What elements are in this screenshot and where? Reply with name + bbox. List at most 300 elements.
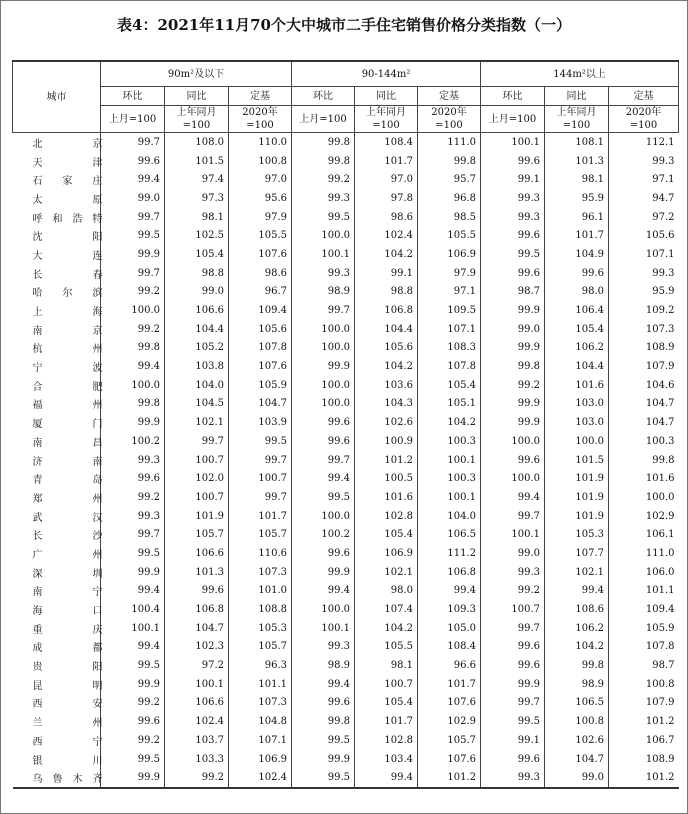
index-value: 99.9 <box>292 563 355 582</box>
index-value: 98.9 <box>545 675 609 694</box>
index-value: 99.3 <box>609 152 679 171</box>
index-value: 98.8 <box>355 283 418 302</box>
index-value: 99.7 <box>481 694 545 713</box>
index-value: 107.3 <box>229 694 292 713</box>
index-value: 106.8 <box>418 563 481 582</box>
index-value: 106.5 <box>545 694 609 713</box>
index-value: 98.6 <box>355 208 418 227</box>
index-value: 94.7 <box>609 189 679 208</box>
index-value: 97.9 <box>418 264 481 283</box>
base-header-mom: 上月=100 <box>101 106 165 133</box>
index-value: 99.2 <box>165 768 229 788</box>
table-row <box>13 170 679 189</box>
index-value: 104.4 <box>545 357 609 376</box>
city-name: 上 海 <box>32 307 103 319</box>
index-value: 107.8 <box>418 357 481 376</box>
index-value: 101.7 <box>418 675 481 694</box>
index-value: 99.9 <box>481 301 545 320</box>
city-name: 郑 州 <box>32 493 103 505</box>
table-row <box>13 750 679 769</box>
city-name: 北 京 <box>32 138 103 150</box>
index-value: 99.5 <box>481 712 545 731</box>
index-value: 99.8 <box>292 712 355 731</box>
index-value: 102.1 <box>545 563 609 582</box>
city-name: 南 宁 <box>32 587 103 599</box>
table-row <box>13 133 679 152</box>
table-row <box>13 413 679 432</box>
index-value: 98.1 <box>165 208 229 227</box>
base-header-fixed-base: 2020年 =100 <box>418 106 481 133</box>
city-name: 贵 阳 <box>32 662 103 674</box>
index-value: 103.8 <box>165 357 229 376</box>
index-value: 106.0 <box>609 563 679 582</box>
index-value: 99.8 <box>545 656 609 675</box>
index-value: 108.9 <box>609 750 679 769</box>
index-value: 99.4 <box>101 582 165 601</box>
index-value: 109.5 <box>418 301 481 320</box>
index-value: 99.9 <box>101 245 165 264</box>
index-value: 106.5 <box>418 525 481 544</box>
index-value: 100.0 <box>292 395 355 414</box>
table-row <box>13 189 679 208</box>
index-value: 99.6 <box>545 264 609 283</box>
index-value: 103.3 <box>165 750 229 769</box>
index-value: 99.9 <box>101 675 165 694</box>
index-value: 99.3 <box>101 507 165 526</box>
index-value: 99.6 <box>101 152 165 171</box>
index-value: 100.7 <box>165 488 229 507</box>
sub-header-mom: 环比 <box>292 87 355 106</box>
city-name: 济 南 <box>32 456 103 468</box>
index-value: 101.1 <box>229 675 292 694</box>
table-row <box>13 245 679 264</box>
index-value: 96.8 <box>418 189 481 208</box>
index-value: 106.7 <box>609 731 679 750</box>
index-value: 99.7 <box>292 451 355 470</box>
index-value: 99.5 <box>101 750 165 769</box>
index-value: 99.7 <box>229 488 292 507</box>
index-value: 100.1 <box>418 488 481 507</box>
index-value: 102.4 <box>229 768 292 788</box>
index-value: 103.9 <box>229 413 292 432</box>
index-value: 105.7 <box>229 638 292 657</box>
index-value: 99.9 <box>481 413 545 432</box>
price-index-table <box>12 60 679 789</box>
index-value: 104.0 <box>165 376 229 395</box>
index-value: 98.0 <box>545 283 609 302</box>
index-value: 99.7 <box>101 525 165 544</box>
sub-header-mom: 环比 <box>481 87 545 106</box>
table-row <box>13 712 679 731</box>
index-value: 99.8 <box>609 451 679 470</box>
index-value: 101.9 <box>545 488 609 507</box>
index-value: 99.5 <box>229 432 292 451</box>
index-value: 99.4 <box>101 357 165 376</box>
index-value: 100.3 <box>418 469 481 488</box>
index-value: 101.2 <box>355 451 418 470</box>
index-value: 101.3 <box>165 563 229 582</box>
index-value: 99.6 <box>481 264 545 283</box>
index-value: 100.8 <box>609 675 679 694</box>
index-value: 107.6 <box>229 357 292 376</box>
index-value: 110.6 <box>229 544 292 563</box>
index-value: 98.5 <box>418 208 481 227</box>
index-value: 99.6 <box>481 638 545 657</box>
index-value: 99.2 <box>101 488 165 507</box>
index-value: 104.5 <box>165 395 229 414</box>
index-value: 106.6 <box>165 301 229 320</box>
index-value: 111.2 <box>418 544 481 563</box>
table-row <box>13 582 679 601</box>
city-name: 宁 波 <box>32 363 103 375</box>
index-value: 101.7 <box>229 507 292 526</box>
city-name: 西 宁 <box>32 736 103 748</box>
index-value: 100.0 <box>101 376 165 395</box>
index-value: 99.9 <box>481 675 545 694</box>
index-value: 98.7 <box>609 656 679 675</box>
index-value: 107.6 <box>418 750 481 769</box>
index-value: 104.8 <box>229 712 292 731</box>
index-value: 99.3 <box>292 264 355 283</box>
index-value: 100.2 <box>101 432 165 451</box>
index-value: 103.0 <box>545 395 609 414</box>
index-value: 105.4 <box>165 245 229 264</box>
index-value: 99.6 <box>101 469 165 488</box>
index-value: 105.9 <box>229 376 292 395</box>
index-value: 100.3 <box>418 432 481 451</box>
index-value: 99.4 <box>101 170 165 189</box>
index-value: 100.2 <box>292 525 355 544</box>
table-row <box>13 283 679 302</box>
index-value: 103.4 <box>355 750 418 769</box>
index-value: 97.1 <box>418 283 481 302</box>
index-value: 101.7 <box>355 712 418 731</box>
index-value: 100.8 <box>229 152 292 171</box>
table-row <box>13 488 679 507</box>
index-value: 99.2 <box>481 376 545 395</box>
index-value: 102.3 <box>165 638 229 657</box>
base-header-mom: 上月=100 <box>481 106 545 133</box>
index-value: 99.7 <box>481 507 545 526</box>
index-value: 107.1 <box>609 245 679 264</box>
index-value: 100.0 <box>292 320 355 339</box>
city-name: 呼和浩特 <box>32 213 103 225</box>
table-row <box>13 357 679 376</box>
index-value: 100.0 <box>292 376 355 395</box>
base-header-yoy: 上年同月 =100 <box>355 106 418 133</box>
city-name: 海 口 <box>32 606 103 618</box>
index-value: 100.4 <box>101 600 165 619</box>
index-value: 107.8 <box>229 339 292 358</box>
city-name: 武 汉 <box>32 512 103 524</box>
index-value: 101.5 <box>545 451 609 470</box>
index-value: 99.4 <box>292 469 355 488</box>
index-value: 99.0 <box>545 768 609 788</box>
index-value: 99.0 <box>481 544 545 563</box>
table-row <box>13 731 679 750</box>
index-value: 111.0 <box>418 133 481 152</box>
table-row <box>13 563 679 582</box>
city-name: 成 都 <box>32 643 103 655</box>
index-value: 99.5 <box>292 731 355 750</box>
group-header-medium: 90-144m² <box>292 61 481 87</box>
index-value: 105.7 <box>229 525 292 544</box>
city-name: 南 昌 <box>32 437 103 449</box>
index-value: 102.1 <box>165 413 229 432</box>
index-value: 104.7 <box>609 413 679 432</box>
index-value: 100.0 <box>609 488 679 507</box>
index-value: 111.0 <box>609 544 679 563</box>
table-row <box>13 675 679 694</box>
index-value: 105.6 <box>355 339 418 358</box>
table-row <box>13 768 679 788</box>
table-row <box>13 451 679 470</box>
city-name: 兰 州 <box>32 718 103 730</box>
index-value: 104.4 <box>165 320 229 339</box>
table-row <box>13 619 679 638</box>
city-name: 长 春 <box>32 269 103 281</box>
index-value: 95.7 <box>418 170 481 189</box>
index-value: 100.0 <box>292 226 355 245</box>
index-value: 100.1 <box>481 525 545 544</box>
city-name: 长 沙 <box>32 531 103 543</box>
index-value: 107.7 <box>545 544 609 563</box>
city-name: 乌鲁木齐 <box>13 768 101 788</box>
city-name: 青 岛 <box>32 475 103 487</box>
index-value: 102.8 <box>355 731 418 750</box>
index-value: 99.3 <box>481 563 545 582</box>
index-value: 99.4 <box>101 638 165 657</box>
index-value: 103.0 <box>545 413 609 432</box>
index-value: 99.1 <box>481 170 545 189</box>
index-value: 102.1 <box>355 563 418 582</box>
index-value: 98.1 <box>545 170 609 189</box>
index-value: 100.0 <box>292 600 355 619</box>
index-value: 106.2 <box>545 339 609 358</box>
sub-header-yoy: 同比 <box>545 87 609 106</box>
base-header-row <box>13 106 679 133</box>
index-value: 104.2 <box>418 413 481 432</box>
index-value: 107.6 <box>229 245 292 264</box>
index-value: 99.2 <box>481 582 545 601</box>
city-name: 合 肥 <box>32 381 103 393</box>
table-row <box>13 656 679 675</box>
index-value: 99.5 <box>101 656 165 675</box>
index-value: 98.9 <box>292 656 355 675</box>
table-body <box>13 133 679 789</box>
index-value: 105.5 <box>355 638 418 657</box>
index-value: 95.6 <box>229 189 292 208</box>
index-value: 100.3 <box>609 432 679 451</box>
index-value: 99.4 <box>545 582 609 601</box>
index-value: 106.2 <box>545 619 609 638</box>
index-value: 99.4 <box>292 582 355 601</box>
index-value: 108.1 <box>545 133 609 152</box>
index-value: 99.9 <box>481 339 545 358</box>
group-header-large: 144m²以上 <box>481 61 679 87</box>
index-value: 105.7 <box>418 731 481 750</box>
index-value: 104.9 <box>545 245 609 264</box>
index-value: 99.2 <box>101 283 165 302</box>
table-title: 表4：2021年11月70个大中城市二手住宅销售价格分类指数（一） <box>117 16 571 34</box>
city-name: 哈尔滨 <box>32 288 103 300</box>
index-value: 104.2 <box>545 638 609 657</box>
sub-header-fixed-base: 定基 <box>229 87 292 106</box>
index-value: 101.9 <box>545 507 609 526</box>
index-value: 96.3 <box>229 656 292 675</box>
index-value: 99.3 <box>481 768 545 788</box>
index-value: 105.1 <box>418 395 481 414</box>
index-value: 107.1 <box>229 731 292 750</box>
index-value: 101.7 <box>545 226 609 245</box>
index-value: 101.2 <box>609 712 679 731</box>
base-header-yoy: 上年同月 =100 <box>165 106 229 133</box>
index-value: 102.6 <box>545 731 609 750</box>
index-value: 105.4 <box>355 525 418 544</box>
index-value: 99.6 <box>101 712 165 731</box>
index-value: 99.7 <box>481 619 545 638</box>
index-value: 104.0 <box>418 507 481 526</box>
index-value: 101.6 <box>609 469 679 488</box>
index-value: 99.7 <box>101 264 165 283</box>
index-value: 100.7 <box>355 675 418 694</box>
index-value: 101.1 <box>609 582 679 601</box>
index-value: 98.0 <box>355 582 418 601</box>
index-value: 99.0 <box>165 283 229 302</box>
index-value: 107.3 <box>229 563 292 582</box>
index-value: 99.8 <box>101 339 165 358</box>
index-value: 105.4 <box>418 376 481 395</box>
city-name: 西 安 <box>32 699 103 711</box>
index-value: 107.1 <box>418 320 481 339</box>
index-value: 104.7 <box>165 619 229 638</box>
index-value: 107.3 <box>609 320 679 339</box>
index-value: 104.6 <box>609 376 679 395</box>
index-value: 109.4 <box>229 301 292 320</box>
index-value: 99.8 <box>101 395 165 414</box>
index-value: 102.6 <box>355 413 418 432</box>
table-row <box>13 376 679 395</box>
index-value: 100.5 <box>355 469 418 488</box>
city-name: 杭 州 <box>32 344 103 356</box>
index-value: 107.8 <box>609 638 679 657</box>
index-value: 97.9 <box>229 208 292 227</box>
sub-header-fixed-base: 定基 <box>609 87 679 106</box>
city-name: 沈 阳 <box>32 232 103 244</box>
index-value: 100.1 <box>292 245 355 264</box>
index-value: 106.4 <box>545 301 609 320</box>
index-value: 99.5 <box>481 245 545 264</box>
index-value: 99.8 <box>292 133 355 152</box>
index-value: 99.6 <box>481 750 545 769</box>
index-value: 105.2 <box>165 339 229 358</box>
index-value: 104.7 <box>545 750 609 769</box>
table-row <box>13 600 679 619</box>
index-value: 106.6 <box>165 694 229 713</box>
index-value: 108.8 <box>229 600 292 619</box>
index-value: 106.9 <box>355 544 418 563</box>
table-row <box>13 264 679 283</box>
sub-header-fixed-base: 定基 <box>418 87 481 106</box>
index-value: 107.9 <box>609 357 679 376</box>
index-value: 97.0 <box>355 170 418 189</box>
index-value: 101.2 <box>609 768 679 788</box>
base-header-mom: 上月=100 <box>292 106 355 133</box>
city-name: 太 原 <box>32 194 103 206</box>
index-value: 105.0 <box>418 619 481 638</box>
index-value: 104.3 <box>355 395 418 414</box>
index-value: 101.0 <box>229 582 292 601</box>
sub-header-yoy: 同比 <box>165 87 229 106</box>
index-value: 100.1 <box>481 133 545 152</box>
index-value: 99.2 <box>101 694 165 713</box>
base-header-yoy: 上年同月 =100 <box>545 106 609 133</box>
index-value: 100.7 <box>229 469 292 488</box>
index-value: 99.7 <box>292 301 355 320</box>
index-value: 108.4 <box>355 133 418 152</box>
index-value: 112.1 <box>609 133 679 152</box>
index-value: 104.2 <box>355 357 418 376</box>
table-row <box>13 694 679 713</box>
index-value: 102.9 <box>418 712 481 731</box>
index-value: 99.3 <box>481 189 545 208</box>
index-value: 108.6 <box>545 600 609 619</box>
index-value: 98.9 <box>292 283 355 302</box>
index-value: 101.6 <box>355 488 418 507</box>
index-value: 99.1 <box>481 731 545 750</box>
index-value: 105.3 <box>545 525 609 544</box>
city-name: 银 川 <box>32 755 103 767</box>
index-value: 99.8 <box>418 152 481 171</box>
index-value: 109.2 <box>609 301 679 320</box>
index-value: 105.9 <box>609 619 679 638</box>
index-value: 103.6 <box>355 376 418 395</box>
index-value: 99.7 <box>165 432 229 451</box>
index-value: 101.9 <box>165 507 229 526</box>
index-value: 98.8 <box>165 264 229 283</box>
city-name: 广 州 <box>32 549 103 561</box>
index-value: 97.1 <box>609 170 679 189</box>
index-value: 104.7 <box>609 395 679 414</box>
table-row <box>13 544 679 563</box>
index-value: 105.3 <box>229 619 292 638</box>
index-value: 105.5 <box>229 226 292 245</box>
index-value: 98.1 <box>355 656 418 675</box>
index-value: 104.2 <box>355 245 418 264</box>
index-value: 100.9 <box>355 432 418 451</box>
index-value: 99.0 <box>481 320 545 339</box>
index-value: 97.2 <box>165 656 229 675</box>
table-row <box>13 339 679 358</box>
index-value: 99.7 <box>101 133 165 152</box>
index-value: 100.1 <box>165 675 229 694</box>
index-value: 99.5 <box>292 208 355 227</box>
index-value: 99.3 <box>609 264 679 283</box>
index-value: 107.4 <box>355 600 418 619</box>
index-value: 99.6 <box>481 226 545 245</box>
index-value: 106.6 <box>165 544 229 563</box>
table-row <box>13 301 679 320</box>
index-value: 100.0 <box>545 432 609 451</box>
city-name: 深 圳 <box>32 568 103 580</box>
sub-header-mom: 环比 <box>101 87 165 106</box>
index-value: 101.6 <box>545 376 609 395</box>
index-value: 110.0 <box>229 133 292 152</box>
index-value: 101.9 <box>545 469 609 488</box>
index-value: 99.6 <box>292 694 355 713</box>
index-value: 102.4 <box>165 712 229 731</box>
index-value: 99.4 <box>481 488 545 507</box>
